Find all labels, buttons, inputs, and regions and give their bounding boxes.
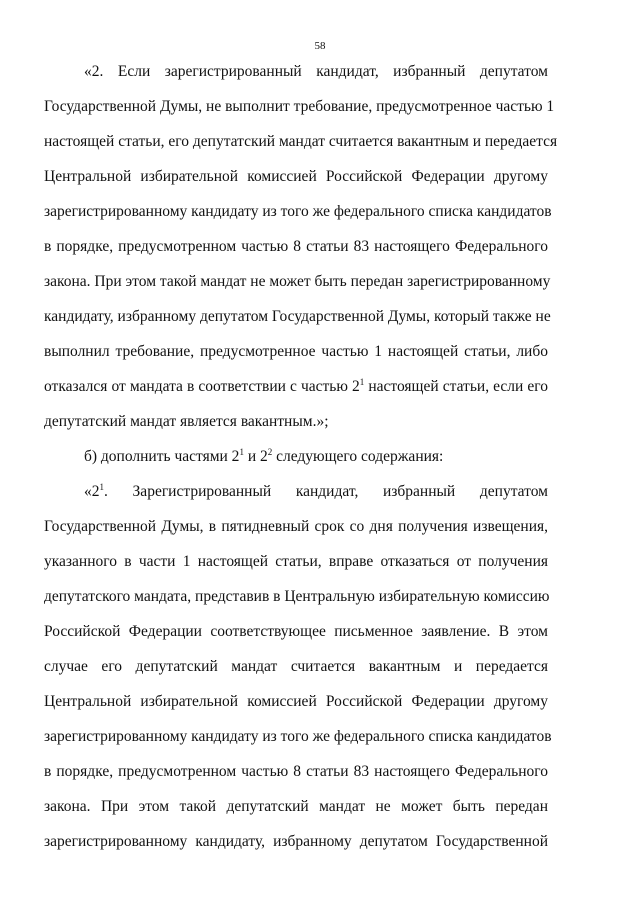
text-line: Государственной Думы, в пятидневный срок со дня получения извещения, (44, 518, 548, 535)
text-line: в порядке, предусмотренном частью 8 статьи 83 настоящего Федерального (44, 238, 548, 255)
text-line: в порядке, предусмотренном частью 8 статьи 83 настоящего Федерального (44, 763, 548, 780)
text-line: закона. При этом такой депутатский мандат не может быть передан (44, 798, 548, 815)
text-line: зарегистрированному кандидату из того же федерального списка кандидатов (44, 728, 552, 745)
superscript: 2 (267, 447, 273, 457)
text-line: депутатского мандата, представив в Центральную избирательную комиссию (44, 588, 550, 605)
text-line: Государственной Думы, не выполнит требование, предусмотренное частью 1 (44, 98, 555, 115)
text-fragment: . Зарегистрированный кандидат, избранный депутатом (104, 483, 548, 500)
text-line (44, 377, 548, 397)
text-line: зарегистрированному кандидату из того же федерального списка кандидатов (44, 203, 552, 220)
superscript: 1 (99, 482, 104, 492)
text-fragment: «2 (84, 483, 100, 500)
text-line: случае его депутатский мандат считается вакантным и передается (44, 658, 548, 675)
text-fragment: б) дополнить частями 2 (84, 448, 240, 465)
text-line: Центральной избирательной комиссией Российской Федерации другому (44, 693, 548, 710)
text-fragment: настоящей статьи, если его (364, 378, 548, 395)
text-line: Российской Федерации соответствующее письменное заявление. В этом (44, 623, 548, 640)
page-number: 58 (314, 40, 326, 52)
text-line: зарегистрированному кандидату, избранному депутатом Государственной (44, 833, 548, 850)
text-line: выполнил требование, предусмотренное частью 1 настоящей статьи, либо (44, 343, 548, 360)
text-line: указанного в части 1 настоящей статьи, вправе отказаться от получения (44, 553, 548, 570)
text-line: настоящей статьи, его депутатский мандат считается вакантным и передается (44, 133, 558, 150)
superscript: 1 (239, 447, 244, 457)
text-line: Центральной избирательной комиссией Российской Федерации другому (44, 168, 548, 185)
text-fragment: и 2 (243, 448, 268, 465)
text-line: кандидату, избранному депутатом Государственной Думы, который также не (44, 308, 551, 325)
text-fragment: отказался от мандата в соответствии с частью 2 (44, 378, 360, 395)
text-line (84, 447, 548, 467)
text-line: депутатский мандат является вакантным.»; (44, 413, 329, 430)
text-line: «2. Если зарегистрированный кандидат, избранный депутатом (84, 63, 548, 80)
text-line: закона. При этом такой мандат не может быть передан зарегистрированному (44, 273, 551, 290)
superscript: 1 (359, 377, 365, 387)
text-line (84, 482, 548, 502)
text-fragment: следующего содержания: (272, 448, 444, 465)
